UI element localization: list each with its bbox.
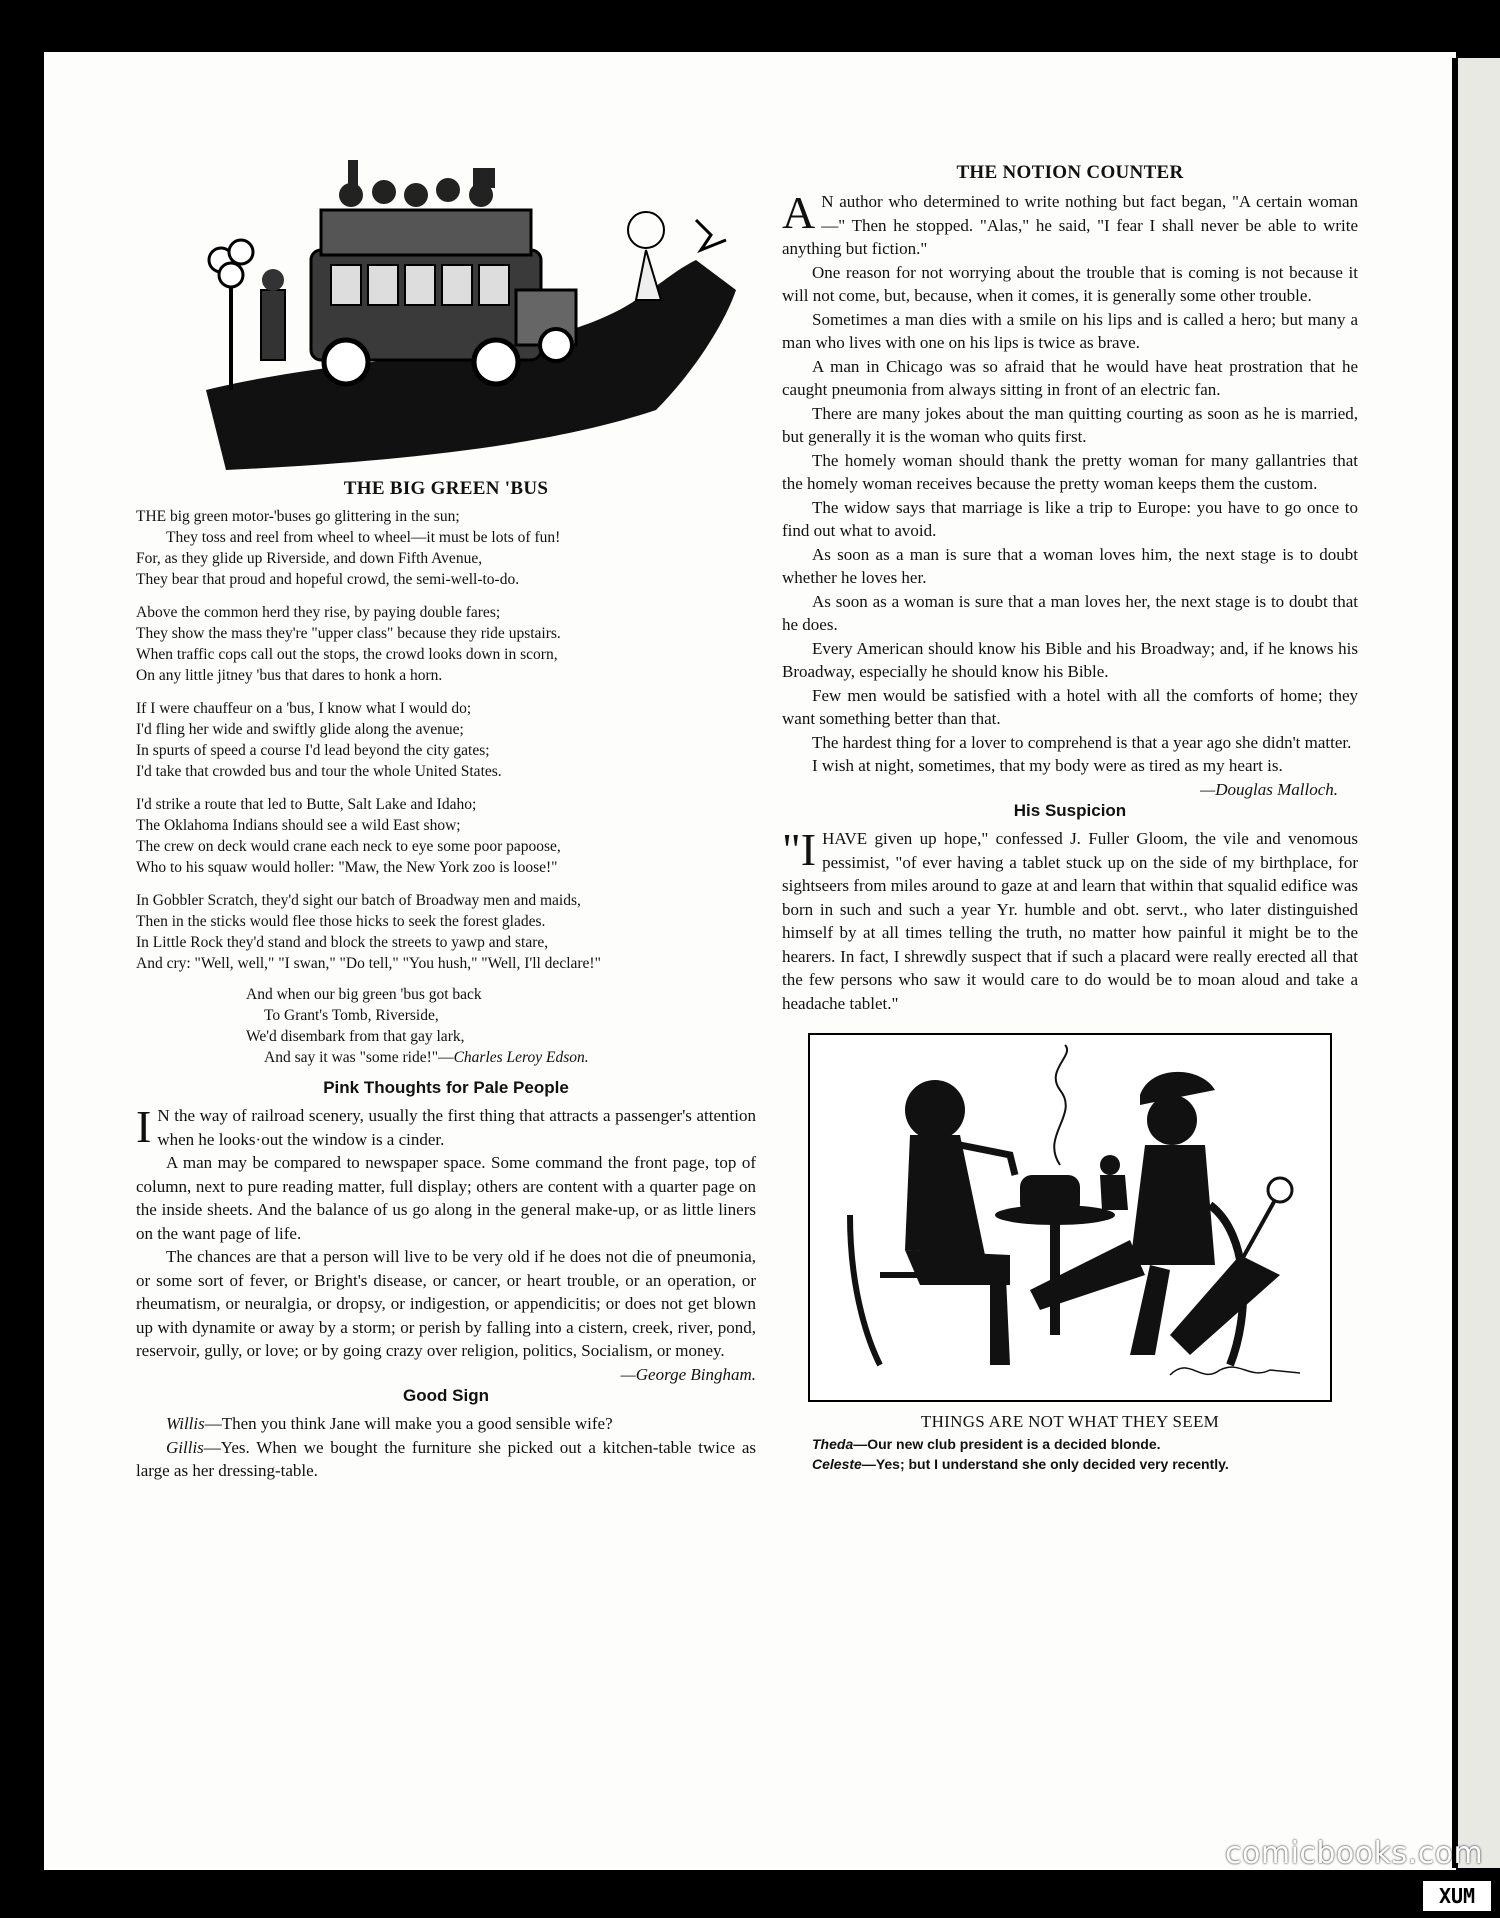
notion-paragraph: One reason for not worrying about the trouble that is coming is not because it will not come, but, because, when it comes, it is generally some other trouble. bbox=[782, 262, 1358, 305]
poem-line: They toss and reel from wheel to wheel—it must be lots of fun! bbox=[166, 529, 561, 546]
poem-line: They show the mass they're "upper class" because they ride upstairs. bbox=[136, 625, 561, 642]
bus-illustration bbox=[136, 140, 756, 470]
poem-line: I'd strike a route that led to Butte, Salt Lake and Idaho; bbox=[136, 796, 477, 813]
notion-paragraph: Every American should know his Bible and his Broadway; and, if he knows his Broadway, especially he should know his Bible. bbox=[782, 638, 1358, 681]
notion-paragraph: Few men would be satisfied with a hotel with all the comforts of home; they want something better than that. bbox=[782, 685, 1358, 728]
bus-stanza bbox=[136, 506, 756, 590]
pink-para-2: A man may be compared to newspaper space. Some command the front page, top of column, next to pure reading matter, full display; others are content with a quarter page on the inside sheets. And the balance of us go along in the general make-up, or as little liners on the want page of life. bbox=[136, 1153, 756, 1243]
cartoon-caption-1: Theda—Our new club president is a decided blonde. bbox=[812, 1436, 1161, 1452]
notion-paragraph: A N author who determined to write nothing but fact began, "A certain woman—" Then he stopped. "Alas," he said, "I fear I shall never be able to write anything but fiction." bbox=[782, 187, 1358, 258]
pink-author: —George Bingham. bbox=[620, 1364, 756, 1384]
watermark: comicbooks.com bbox=[1225, 1836, 1484, 1871]
poem-line: And cry: "Well, well," "I swan," "Do tell," "You hush," "Well, I'll declare!" bbox=[136, 955, 601, 972]
cartoon-caption-2: Celeste—Yes; but I understand she only decided very recently. bbox=[812, 1456, 1229, 1472]
bus-final-line: To Grant's Tomb, Riverside, bbox=[264, 1007, 439, 1024]
notion-paragraph: I wish at night, sometimes, that my body were as tired as my heart is. —Douglas Malloch. bbox=[782, 754, 1358, 778]
poem-line: THE big green motor-'buses go glittering in the sun; bbox=[136, 508, 460, 525]
pink-title: Pink Thoughts for Pale People bbox=[323, 1078, 569, 1097]
poem-line: Above the common herd they rise, by paying double fares; bbox=[136, 604, 501, 621]
scan-tag: XUM bbox=[1422, 1880, 1492, 1912]
suspicion-text: "I HAVE given up hope," confessed J. Fuller Gloom, the vile and venomous pessimist, "of ever having a tablet stuck up on the side of my birthplace, for sightseers from miles around to gaze at and learn that within that squalid edifice was born in such and such a year Yr. humble and obt. servt., who later distinguished himself by at all times telling the truth, no matter how painful it might be to the hearers. In fact, I shrewdly suspect that if such a placard were really erected all that the few persons who saw it would care to do would be to moan aloud and take a headache tablet." bbox=[782, 824, 1358, 1013]
poem-line: On any little jitney 'bus that dares to honk a horn. bbox=[136, 667, 443, 684]
good-sign-line-2: Gillis—Yes. When we bought the furniture she picked out a kitchen-table twice as large as her dressing-table. bbox=[136, 1437, 756, 1480]
notion-title: THE NOTION COUNTER bbox=[956, 162, 1184, 183]
notion-paragraph: There are many jokes about the man quitting courting as soon as he is married, but generally it is the woman who quits first. bbox=[782, 403, 1358, 446]
good-sign-line-1: Willis—Then you think Jane will make you a good sensible wife? bbox=[166, 1414, 613, 1433]
poem-line: In Little Rock they'd stand and block the streets to yawp and stare, bbox=[136, 934, 549, 951]
notion-paragraph: Sometimes a man dies with a smile on his lips and is called a hero; but many a man who lives with one on his lips is twice as brave. bbox=[782, 309, 1358, 352]
notion-paragraph: A man in Chicago was so afraid that he would have heat prostration that he caught pneumonia from always sitting in front of an electric fan. bbox=[782, 356, 1358, 399]
bus-stanza bbox=[136, 794, 756, 878]
suspicion-title: His Suspicion bbox=[1013, 801, 1127, 820]
poem-line: I'd fling her wide and swiftly glide along the avenue; bbox=[136, 721, 464, 738]
notion-dropcap: A bbox=[782, 187, 816, 238]
poem-line: For, as they glide up Riverside, and down Fifth Avenue, bbox=[136, 550, 483, 567]
bus-final-stanza bbox=[136, 984, 756, 1068]
poem-line: Who to his squaw would holler: "Maw, the New York zoo is loose!" bbox=[136, 859, 558, 876]
poem-line: In Gobbler Scratch, they'd sight our batch of Broadway men and maids, bbox=[136, 892, 581, 909]
bus-stanza bbox=[136, 602, 756, 686]
bus-poem bbox=[136, 506, 756, 974]
good-sign-title: Good Sign bbox=[403, 1386, 489, 1405]
notion-paragraph: The widow says that marriage is like a trip to Europe: you have to go once to find out what to avoid. bbox=[782, 497, 1358, 540]
bus-author: Charles Leroy Edson. bbox=[453, 1049, 589, 1066]
notion-paragraph: As soon as a man is sure that a woman loves him, the next stage is to doubt whether he loves her. bbox=[782, 544, 1358, 587]
bus-stanza bbox=[136, 698, 756, 782]
poem-line: They bear that proud and hopeful crowd, the semi-well-to-do. bbox=[136, 571, 520, 588]
pink-para-1: I N the way of railroad scenery, usually the first thing that attracts a passenger's attention when he looks·out the window is a cinder. bbox=[136, 1101, 756, 1152]
poem-line: The Oklahoma Indians should see a wild East show; bbox=[136, 817, 461, 834]
poem-line: If I were chauffeur on a 'bus, I know what I would do; bbox=[136, 700, 472, 717]
suspicion-dropcap: "I bbox=[782, 824, 817, 875]
poem-line: The crew on deck would crane each neck to eye some poor papoose, bbox=[136, 838, 561, 855]
left-column bbox=[136, 140, 756, 1483]
silhouette-cartoon bbox=[808, 1033, 1332, 1402]
poem-line: I'd take that crowded bus and tour the whole United States. bbox=[136, 763, 502, 780]
notion-paragraph: As soon as a woman is sure that a man loves her, the next stage is to doubt that he does. bbox=[782, 591, 1358, 634]
bus-title: THE BIG GREEN 'BUS bbox=[343, 478, 549, 499]
next-page-edge bbox=[1452, 58, 1500, 1868]
right-column bbox=[782, 162, 1358, 1474]
cartoon-title: THINGS ARE NOT WHAT THEY SEEM bbox=[920, 1412, 1220, 1431]
pink-dropcap: I bbox=[136, 1101, 152, 1152]
bus-final-line: And when our big green 'bus got back bbox=[246, 986, 482, 1003]
notion-author: —Douglas Malloch. bbox=[1200, 779, 1338, 799]
poem-line: Then in the sticks would flee those hicks to seek the forest glades. bbox=[136, 913, 546, 930]
poem-line: In spurts of speed a course I'd lead beyond the city gates; bbox=[136, 742, 490, 759]
notion-paragraph: The hardest thing for a lover to comprehend is that a year ago she didn't matter. bbox=[812, 732, 1352, 752]
poem-line: When traffic cops call out the stops, the crowd looks down in scorn, bbox=[136, 646, 558, 663]
bus-final-line: And say it was "some ride!"—Charles Leroy Edson. bbox=[264, 1049, 589, 1066]
pink-para-3: The chances are that a person will live to be very old if he does not die of pneumonia, or some sort of fever, or Bright's disease, or cancer, or heart trouble, or an operation, or rheumatism, or neuralgia, or dropsy, or indigestion, or appendicitis; or does not get blown up with dynamite or away by a storm; or perish by falling into a cistern, creek, river, pond, reservoir, gully, or love; or by going crazy over religion, politics, Socialism, or money. —George Bingham. bbox=[136, 1245, 756, 1363]
notion-paragraph: The homely woman should thank the pretty woman for many gallantries that the homely woman receives because the pretty woman keeps them the custom. bbox=[782, 450, 1358, 493]
bus-final-line: We'd disembark from that gay lark, bbox=[246, 1028, 465, 1045]
bus-stanza bbox=[136, 890, 756, 974]
notion-counter-text bbox=[782, 187, 1358, 799]
